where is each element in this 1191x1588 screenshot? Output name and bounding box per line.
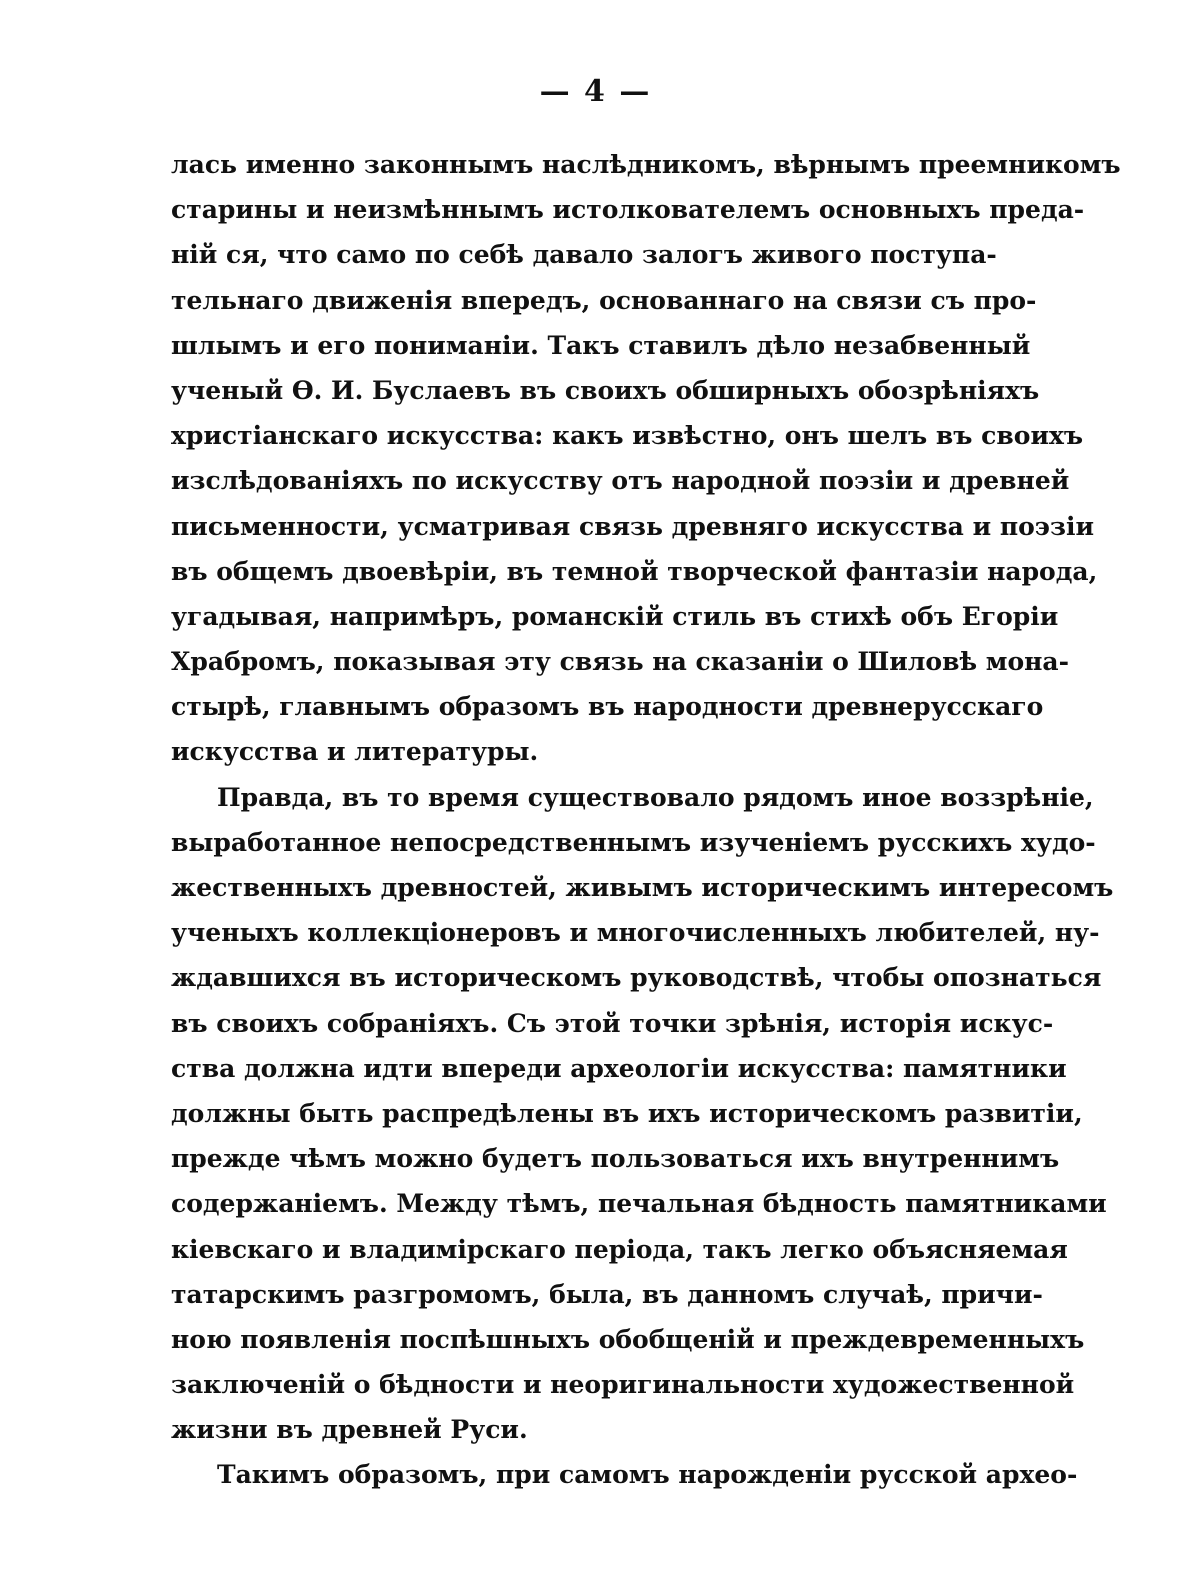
text-line: лась именно законнымъ наслѣдникомъ, вѣрнымъ преемникомъ — [171, 150, 1121, 179]
page-number: — 4 — — [539, 74, 652, 109]
text-line: ній ся, что само по себѣ давало залогъ живого поступа- — [171, 240, 997, 270]
text-line: Правда, въ то время существовало рядомъ иное воззрѣніе, — [217, 782, 1094, 812]
text-line: въ своихъ собраніяхъ. Съ этой точки зрѣнія, исторія искус- — [171, 1008, 1054, 1038]
text-line: старины и неизмѣннымъ истолкователемъ основныхъ преда- — [171, 195, 1085, 225]
text-line: ждавшихся въ историческомъ руководствѣ, чтобы опознаться — [171, 963, 1102, 993]
text-line: въ общемъ двоевѣріи, въ темной творческой фантазіи народа, — [171, 556, 1098, 586]
paragraph-1 — [171, 142, 1121, 775]
text-line: жественныхъ древностей, живымъ историческимъ интересомъ — [171, 873, 1114, 902]
body-text — [171, 142, 1121, 1498]
text-line: ученый Ѳ. И. Буслаевъ въ своихъ обширныхъ обозрѣніяхъ — [171, 375, 1040, 405]
text-line: шлымъ и его пониманіи. Такъ ставилъ дѣло незабвенный — [171, 330, 1031, 360]
text-line: христіанскаго искусства: какъ извѣстно, онъ шелъ въ своихъ — [171, 421, 1084, 451]
text-line: Храбромъ, показывая эту связь на сказаніи о Шиловѣ мона- — [171, 647, 1070, 677]
text-line: ною появленія поспѣшныхъ обобщеній и преждевременныхъ — [171, 1324, 1085, 1354]
text-line: прежде чѣмъ можно будетъ пользоваться ихъ внутреннимъ — [171, 1144, 1060, 1174]
text-line: татарскимъ разгромомъ, была, въ данномъ случаѣ, причи- — [171, 1279, 1043, 1309]
text-line: ученыхъ коллекціонеровъ и многочисленныхъ любителей, ну- — [171, 918, 1100, 948]
text-line: искусства и литературы. — [171, 737, 539, 767]
text-line: жизни въ древней Руси. — [171, 1415, 528, 1445]
text-line: должны быть распредѣлены въ ихъ историческомъ развитіи, — [171, 1098, 1083, 1128]
text-line: ства должна идти впереди археологіи искусства: памятники — [171, 1053, 1067, 1083]
text-line: кіевскаго и владимірскаго періода, такъ легко объясняемая — [171, 1234, 1068, 1264]
text-line: угадывая, напримѣръ, романскій стиль въ стихѣ объ Егоріи — [171, 601, 1059, 631]
paragraph-2 — [171, 775, 1114, 1453]
text-line: стырѣ, главнымъ образомъ въ народности древнерусскаго — [171, 692, 1044, 722]
text-line: тельнаго движенія впередъ, основаннаго на связи съ про- — [171, 285, 1037, 315]
text-line: изслѣдованіяхъ по искусству отъ народной поэзіи и древней — [171, 466, 1070, 496]
text-line: письменности, усматривая связь древняго искусства и поэзіи — [171, 511, 1095, 541]
paragraph-3 — [171, 1452, 1078, 1497]
text-line: выработанное непосредственнымъ изученіемъ русскихъ худо- — [171, 827, 1096, 857]
text-line: заключеній о бѣдности и неоригинальности художественной — [171, 1370, 1075, 1400]
text-line: содержаніемъ. Между тѣмъ, печальная бѣдность памятниками — [171, 1189, 1107, 1219]
text-line: Такимъ образомъ, при самомъ нарожденіи русской архео- — [217, 1460, 1078, 1490]
